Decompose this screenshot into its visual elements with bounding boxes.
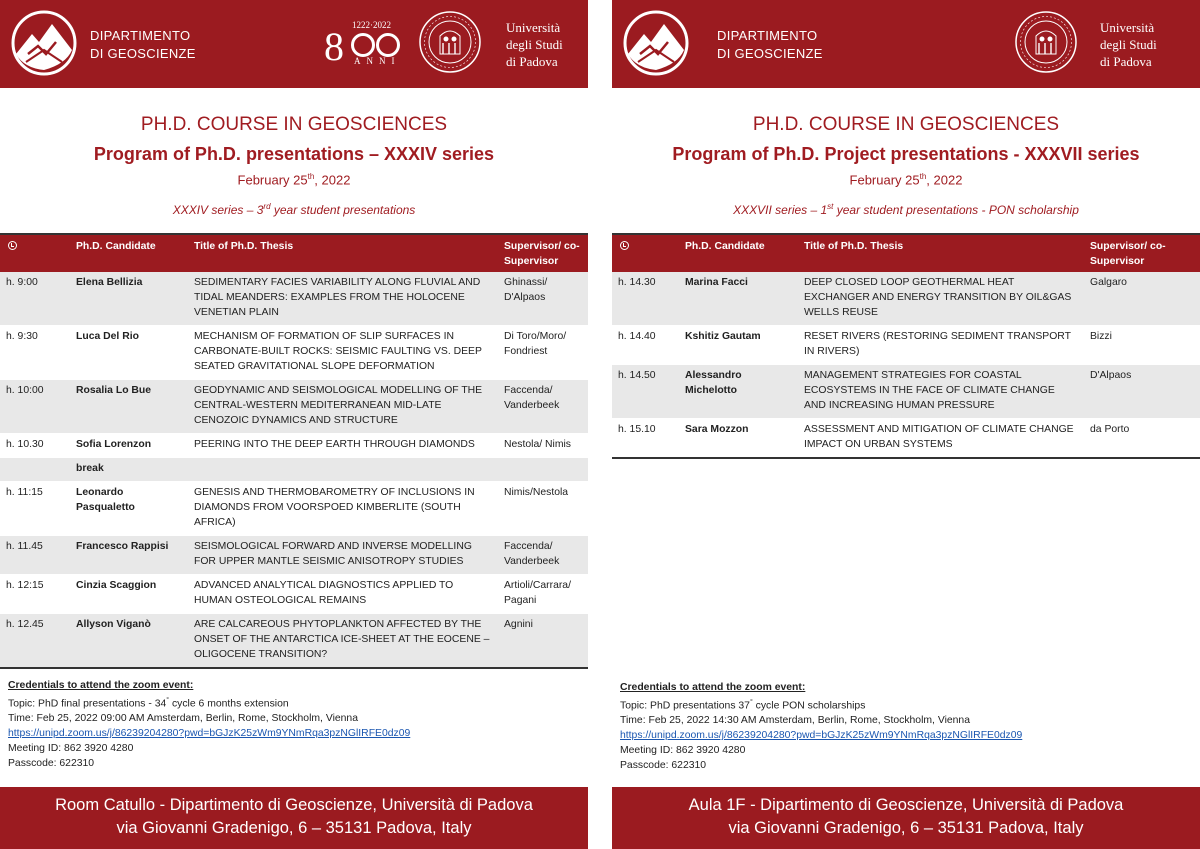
time-cell xyxy=(0,458,70,482)
mountain-logo-icon xyxy=(620,10,692,76)
time-cell: h. 10.30 xyxy=(0,434,70,458)
thesis-title-cell: ASSESSMENT AND MITIGATION OF CLIMATE CHANGE IMPACT ON URBAN SYSTEMS xyxy=(798,419,1084,459)
thesis-title-cell: MANAGEMENT STRATEGIES FOR COASTAL ECOSYSTEMS IN THE FACE OF CLIMATE CHANGE AND INCREASING HUMAN PRESSURE xyxy=(798,365,1084,419)
venue-line-2: via Giovanni Gradenigo, 6 – 35131 Padova, Italy xyxy=(116,819,472,837)
right-program-sheet xyxy=(612,0,1200,849)
subtitle-prefix: XXXIV series – 3 xyxy=(172,203,264,217)
time-cell: h. 11:15 xyxy=(0,482,70,536)
meeting-id: Meeting ID: 862 3920 4280 xyxy=(8,743,134,755)
passcode: Passcode: 622310 xyxy=(620,760,707,772)
candidate-cell: Francesco Rappisi xyxy=(70,536,188,575)
candidate-column-header: Ph.D. Candidate xyxy=(70,234,188,272)
supervisor-cell: Faccenda/ Vanderbeek xyxy=(498,536,588,575)
topic-sup: ° xyxy=(749,699,753,706)
credentials-title: Credentials to attend the zoom event: xyxy=(8,680,194,691)
schedule-row xyxy=(0,575,588,614)
university-line-2: degli Studi xyxy=(506,37,563,52)
candidate-cell: break xyxy=(70,458,188,482)
credentials-time: Time: Feb 25, 2022 14:30 AM Amsterdam, Berlin, Rome, Stockholm, Vienna xyxy=(620,715,970,727)
subtitle-sup: rd xyxy=(263,202,271,211)
supervisor-column-header: Supervisor/ co-Supervisor xyxy=(498,234,588,272)
subtitle-suffix: year student presentations xyxy=(270,203,416,217)
supervisor-cell: Galgaro xyxy=(1084,272,1200,326)
schedule-row xyxy=(0,434,588,458)
zoom-credentials xyxy=(8,678,410,771)
thesis-title-cell: GENESIS AND THERMOBAROMETRY OF INCLUSIONS IN DIAMONDS FROM VOORSPOED KIMBERLITE (SOUTH AFRICA) xyxy=(188,482,498,536)
thesis-title-cell: GEODYNAMIC AND SEISMOLOGICAL MODELLING OF THE CENTRAL-WESTERN MEDITERRANEAN MID-LATE CENOZOIC DYNAMICS AND STRUCTURE xyxy=(188,380,498,434)
schedule-table xyxy=(0,233,588,669)
candidate-cell: Marina Facci xyxy=(679,272,798,326)
thesis-title-cell: SEISMOLOGICAL FORWARD AND INVERSE MODELLING FOR UPPER MANTLE SEISMIC ANISOTROPY STUDIES xyxy=(188,536,498,575)
thesis-title-cell: SEDIMENTARY FACIES VARIABILITY ALONG FLUVIAL AND TIDAL MEANDERS: EXAMPLES FROM THE HOLOCENE VENETIAN PLAIN xyxy=(188,272,498,326)
candidate-cell: Alessandro Michelotto xyxy=(679,365,798,419)
title-column-header: Title of Ph.D. Thesis xyxy=(188,234,498,272)
800-anni-logo xyxy=(322,20,406,68)
supervisor-cell: da Porto xyxy=(1084,419,1200,459)
subtitle-prefix: XXXVII series – 1 xyxy=(733,203,828,217)
university-name xyxy=(1100,19,1157,70)
time-cell: h. 14.30 xyxy=(612,272,679,326)
topic-suffix: cycle PON scholarships xyxy=(752,700,866,712)
schedule-row xyxy=(0,272,588,326)
schedule-row xyxy=(612,326,1200,365)
header-banner xyxy=(0,0,588,88)
university-line-1: Università xyxy=(506,20,561,35)
schedule-row xyxy=(612,365,1200,419)
date-suffix: , 2022 xyxy=(926,172,963,188)
event-date xyxy=(0,172,588,187)
course-title: PH.D. COURSE IN GEOSCIENCES xyxy=(140,114,448,135)
event-date xyxy=(612,172,1200,187)
department-line-1: DIPARTIMENTO xyxy=(717,28,818,43)
time-cell: h. 14.50 xyxy=(612,365,679,419)
university-line-1: Università xyxy=(1100,20,1155,35)
anni-years: 1222·2022 xyxy=(352,20,391,30)
series-subtitle xyxy=(0,202,588,217)
time-cell: h. 9:30 xyxy=(0,326,70,380)
candidate-column-header: Ph.D. Candidate xyxy=(679,234,798,272)
candidate-cell: Leonardo Pasqualetto xyxy=(70,482,188,536)
time-column-header xyxy=(612,234,679,272)
meeting-id: Meeting ID: 862 3920 4280 xyxy=(620,745,746,757)
candidate-cell: Allyson Viganò xyxy=(70,614,188,669)
schedule-row xyxy=(0,482,588,536)
supervisor-column-header: Supervisor/ co-Supervisor xyxy=(1084,234,1200,272)
supervisor-cell: Bizzi xyxy=(1084,326,1200,365)
passcode: Passcode: 622310 xyxy=(8,758,95,770)
university-line-2: degli Studi xyxy=(1100,37,1157,52)
university-line-3: di Padova xyxy=(506,54,558,69)
candidate-cell: Cinzia Scaggion xyxy=(70,575,188,614)
university-name xyxy=(506,19,563,70)
schedule-row xyxy=(612,419,1200,459)
topic-sup: ° xyxy=(166,697,170,704)
clock-icon xyxy=(8,241,17,250)
candidate-cell: Elena Bellizia xyxy=(70,272,188,326)
department-line-2: DI GEOSCIENZE xyxy=(717,46,823,61)
schedule-row xyxy=(0,326,588,380)
department-name xyxy=(717,27,823,63)
university-seal-icon xyxy=(418,10,482,74)
date-prefix: February 25 xyxy=(237,172,308,188)
header-banner xyxy=(612,0,1200,88)
credentials-title: Credentials to attend the zoom event: xyxy=(620,682,806,693)
time-cell: h. 11.45 xyxy=(0,536,70,575)
date-sup: th xyxy=(307,172,315,181)
zoom-link[interactable]: https://unipd.zoom.us/j/86239204280?pwd=bGJzK25zWm9YNmRqa3pzNGlIRFE0dz09 xyxy=(8,728,411,740)
department-line-2: DI GEOSCIENZE xyxy=(90,46,196,61)
supervisor-cell: Agnini xyxy=(498,614,588,669)
date-sup: th xyxy=(919,172,927,181)
time-cell: h. 15.10 xyxy=(612,419,679,459)
thesis-title-cell xyxy=(188,458,498,482)
thesis-title-cell: ARE CALCAREOUS PHYTOPLANKTON AFFECTED BY THE ONSET OF THE ANTARCTICA ICE-SHEET AT THE EOCENE – OLIGOCENE TRANSITION? xyxy=(188,614,498,669)
topic-suffix: cycle 6 months extension xyxy=(169,698,289,710)
left-program-sheet xyxy=(0,0,588,849)
university-seal-icon xyxy=(1014,10,1078,74)
venue-footer xyxy=(0,787,588,849)
title-column-header: Title of Ph.D. Thesis xyxy=(798,234,1084,272)
subtitle-sup: st xyxy=(827,202,834,211)
clock-icon xyxy=(620,241,629,250)
department-name xyxy=(90,27,196,63)
anni-label: ANNI xyxy=(354,56,401,66)
time-cell: h. 14.40 xyxy=(612,326,679,365)
program-title: Program of Ph.D. presentations – XXXIV series xyxy=(93,144,495,164)
date-prefix: February 25 xyxy=(849,172,920,188)
venue-line-1: Aula 1F - Dipartimento di Geoscienze, Università di Padova xyxy=(688,796,1124,814)
venue-line-2: via Giovanni Gradenigo, 6 – 35131 Padova, Italy xyxy=(728,819,1084,837)
thesis-title-cell: DEEP CLOSED LOOP GEOTHERMAL HEAT EXCHANGER AND ENERGY TRANSITION BY OIL&GAS WELLS REUSE xyxy=(798,272,1084,326)
schedule-table xyxy=(612,233,1200,459)
supervisor-cell: Faccenda/ Vanderbeek xyxy=(498,380,588,434)
svg-text:8: 8 xyxy=(324,24,344,68)
schedule-row xyxy=(0,458,588,482)
schedule-row xyxy=(0,536,588,575)
venue-footer xyxy=(612,787,1200,849)
candidate-cell: Rosalia Lo Bue xyxy=(70,380,188,434)
date-suffix: , 2022 xyxy=(314,172,351,188)
supervisor-cell: Nestola/ Nimis xyxy=(498,434,588,458)
supervisor-cell: Di Toro/Moro/ Fondriest xyxy=(498,326,588,380)
candidate-cell: Kshitiz Gautam xyxy=(679,326,798,365)
candidate-cell: Sofia Lorenzon xyxy=(70,434,188,458)
credentials-topic xyxy=(620,695,1022,713)
zoom-link[interactable]: https://unipd.zoom.us/j/86239204280?pwd=bGJzK25zWm9YNmRqa3pzNGlIRFE0dz09 xyxy=(620,730,1023,742)
supervisor-cell: Ghinassi/ D'Alpaos xyxy=(498,272,588,326)
thesis-title-cell: ADVANCED ANALYTICAL DIAGNOSTICS APPLIED TO HUMAN OSTEOLOGICAL REMAINS xyxy=(188,575,498,614)
table-header-row xyxy=(612,234,1200,272)
time-cell: h. 12.45 xyxy=(0,614,70,669)
university-line-3: di Padova xyxy=(1100,54,1152,69)
schedule-row xyxy=(0,380,588,434)
supervisor-cell: Artioli/Carrara/ Pagani xyxy=(498,575,588,614)
program-title: Program of Ph.D. Project presentations - XXXVII series xyxy=(672,144,1140,164)
mountain-logo-icon xyxy=(8,10,80,76)
zoom-credentials xyxy=(620,680,1022,773)
candidate-cell: Sara Mozzon xyxy=(679,419,798,459)
credentials-topic xyxy=(8,693,410,711)
time-cell: h. 12:15 xyxy=(0,575,70,614)
department-line-1: DIPARTIMENTO xyxy=(90,28,191,43)
topic-prefix: Topic: PhD presentations 37 xyxy=(620,700,750,712)
series-subtitle xyxy=(612,202,1200,217)
time-column-header xyxy=(0,234,70,272)
supervisor-cell xyxy=(498,458,588,482)
credentials-time: Time: Feb 25, 2022 09:00 AM Amsterdam, Berlin, Rome, Stockholm, Vienna xyxy=(8,713,358,725)
table-header-row xyxy=(0,234,588,272)
venue-line-1: Room Catullo - Dipartimento di Geoscienze, Università di Padova xyxy=(55,796,533,814)
candidate-cell: Luca Del Rio xyxy=(70,326,188,380)
time-cell: h. 9:00 xyxy=(0,272,70,326)
subtitle-suffix: year student presentations - PON scholarship xyxy=(833,203,1079,217)
time-cell: h. 10:00 xyxy=(0,380,70,434)
schedule-row xyxy=(612,272,1200,326)
thesis-title-cell: RESET RIVERS (RESTORING SEDIMENT TRANSPORT IN RIVERS) xyxy=(798,326,1084,365)
thesis-title-cell: MECHANISM OF FORMATION OF SLIP SURFACES IN CARBONATE-BUILT ROCKS: SEISMIC FAULTING VS. DEEP SEATED GRAVITATIONAL SLOPE DEFORMATION xyxy=(188,326,498,380)
supervisor-cell: D'Alpaos xyxy=(1084,365,1200,419)
thesis-title-cell: PEERING INTO THE DEEP EARTH THROUGH DIAMONDS xyxy=(188,434,498,458)
schedule-row xyxy=(0,614,588,669)
course-title: PH.D. COURSE IN GEOSCIENCES xyxy=(752,114,1060,135)
supervisor-cell: Nimis/Nestola xyxy=(498,482,588,536)
topic-prefix: Topic: PhD final presentations - 34 xyxy=(8,698,167,710)
